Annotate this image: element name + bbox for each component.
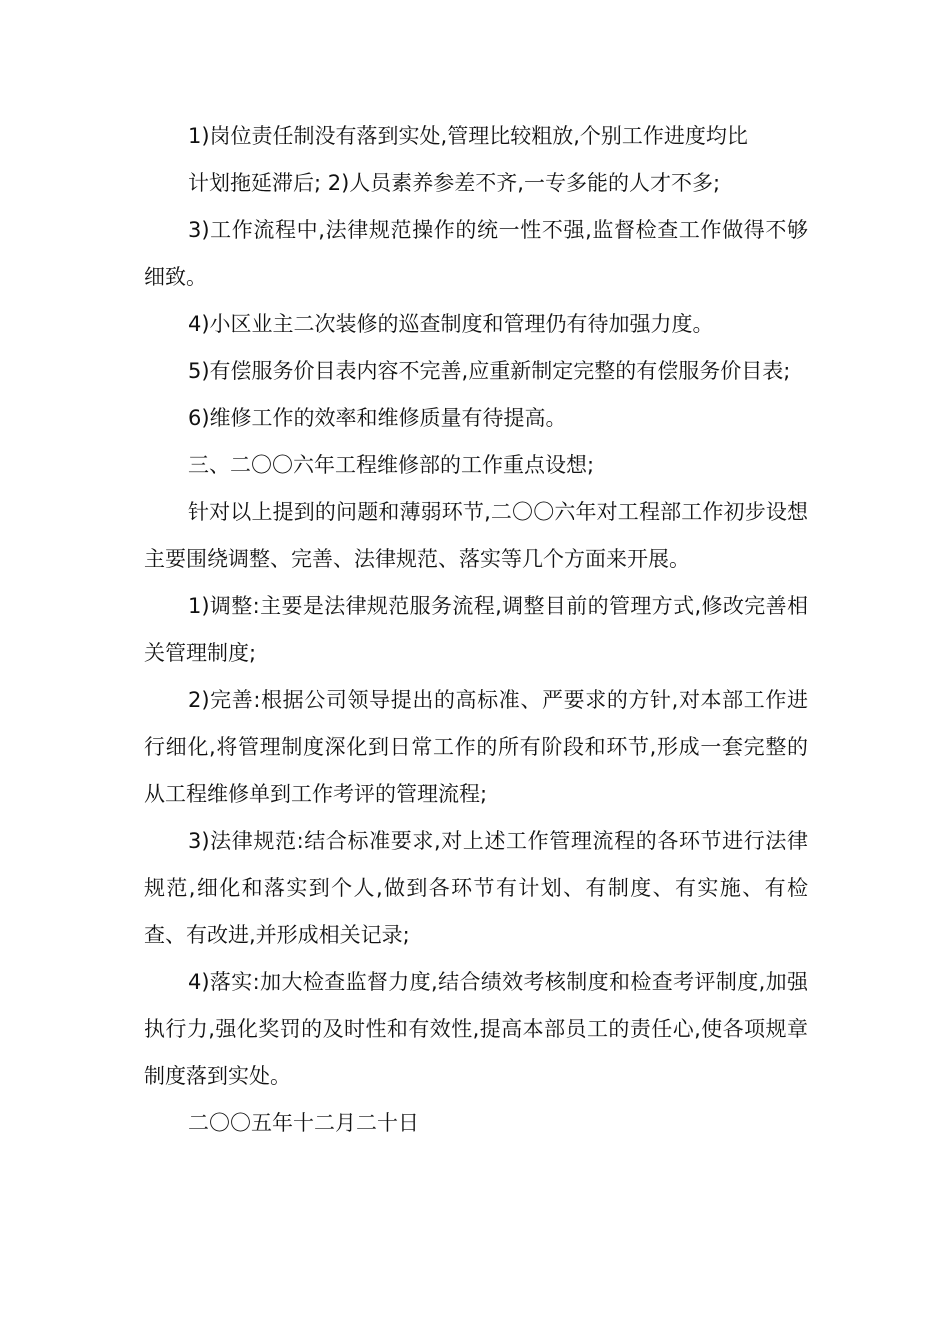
paragraph-2: 计划拖延滞后; 2)人员素养参差不齐,一专多能的人才不多; bbox=[188, 171, 721, 195]
paragraph-improve: 2)完善:根据公司领导提出的高标准、严要求的方针,对本部工作进行细化,将管理制度深化到日常工作的所有阶段和环节,形成一套完整的从工程维修单到工作考评的管理流程; bbox=[144, 688, 808, 806]
paragraph-intro: 针对以上提到的问题和薄弱环节,二〇〇六年对工程部工作初步设想主要围绕调整、完善、法律规范、落实等几个方面来开展。 bbox=[144, 500, 808, 571]
paragraph-5: 5)有偿服务价目表内容不完善,应重新制定完整的有偿服务价目表; bbox=[188, 359, 791, 383]
section-heading-3: 三、二〇〇六年工程维修部的工作重点设想; bbox=[188, 453, 595, 477]
paragraph-3: 3)工作流程中,法律规范操作的统一性不强,监督检查工作做得不够细致。 bbox=[144, 218, 808, 289]
paragraph-4: 4)小区业主二次装修的巡查制度和管理仍有待加强力度。 bbox=[188, 312, 714, 336]
paragraph-6: 6)维修工作的效率和维修质量有待提高。 bbox=[188, 406, 567, 430]
paragraph-1: 1)岗位责任制没有落到实处,管理比较粗放,个别工作进度均比 bbox=[188, 124, 748, 148]
paragraph-regulate: 3)法律规范:结合标准要求,对上述工作管理流程的各环节进行法律规范,细化和落实到个人,做到各环节有计划、有制度、有实施、有检查、有改进,并形成相关记录; bbox=[144, 829, 808, 947]
paragraph-implement: 4)落实:加大检查监督力度,结合绩效考核制度和检查考评制度,加强执行力,强化奖罚的及时性和有效性,提高本部员工的责任心,使各项规章制度落到实处。 bbox=[144, 970, 808, 1088]
paragraph-adjust: 1)调整:主要是法律规范服务流程,调整目前的管理方式,修改完善相关管理制度; bbox=[144, 594, 808, 665]
document-body bbox=[144, 113, 808, 1147]
document-date: 二〇〇五年十二月二十日 bbox=[188, 1111, 419, 1135]
